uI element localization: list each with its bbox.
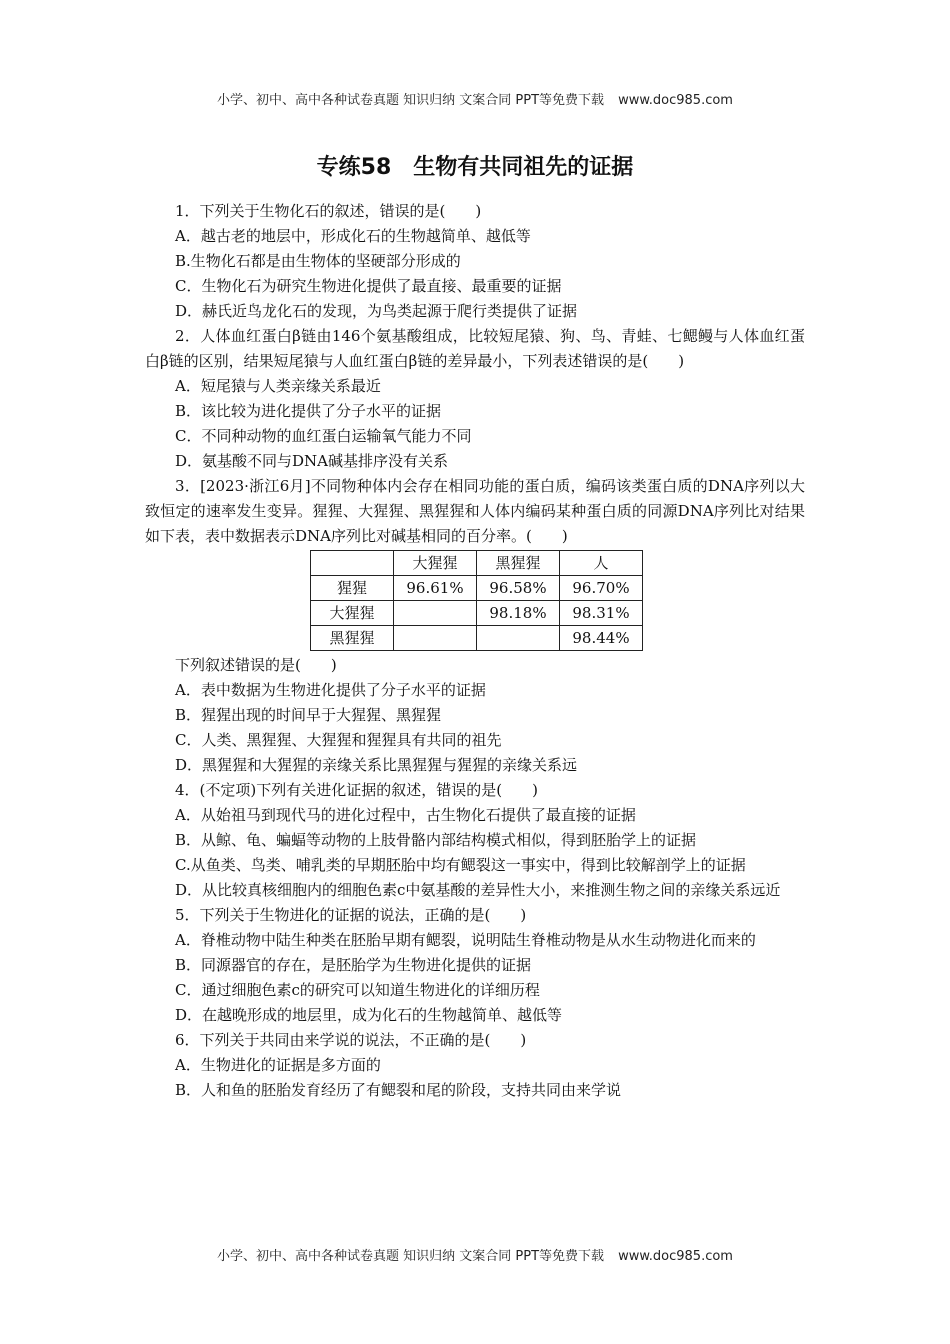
question-1-option-c: C．生物化石为研究生物进化提供了最直接、最重要的证据 — [175, 277, 562, 295]
table-cell — [477, 626, 560, 651]
table-cell: 96.70% — [560, 576, 643, 601]
table-cell: 96.61% — [394, 576, 477, 601]
question-2-option-d: D．氨基酸不同与DNA碱基排序没有关系 — [175, 452, 449, 470]
dna-comparison-table — [310, 550, 643, 651]
header-text: 小学、初中、高中各种试卷真题 知识归纳 文案合同 PPT等免费下载 — [217, 93, 605, 108]
page-footer — [0, 1245, 950, 1264]
question-1-option-d: D．赫氏近鸟龙化石的发现，为鸟类起源于爬行类提供了证据 — [175, 302, 578, 320]
question-4-option-c: C.从鱼类、鸟类、哺乳类的早期胚胎中均有鳃裂这一事实中，得到比较解剖学上的证据 — [175, 856, 746, 874]
table-cell — [394, 601, 477, 626]
question-3-option-a: A．表中数据为生物进化提供了分子水平的证据 — [175, 681, 486, 699]
question-4-option-a: A．从始祖马到现代马的进化过程中，古生物化石提供了最直接的证据 — [175, 806, 636, 824]
table-cell: 96.58% — [477, 576, 560, 601]
page-header — [0, 89, 950, 108]
question-3-option-c: C．人类、黑猩猩、大猩猩和猩猩具有共同的祖先 — [175, 731, 502, 749]
table-row — [311, 626, 643, 651]
header-site[interactable]: www.doc985.com — [618, 93, 733, 108]
question-5-option-c: C．通过细胞色素c的研究可以知道生物进化的详细历程 — [175, 981, 540, 999]
table-row — [311, 601, 643, 626]
footer-text: 小学、初中、高中各种试卷真题 知识归纳 文案合同 PPT等免费下载 — [217, 1249, 605, 1264]
title-main: 生物有共同祖先的证据 — [413, 155, 634, 180]
question-4-option-d: D．从比较真核细胞内的细胞色素c中氨基酸的差异性大小，来推测生物之间的亲缘关系远近 — [175, 881, 781, 899]
question-2-stem: 2．人体血红蛋白β链由146个氨基酸组成，比较短尾猿、狗、鸟、青蛙、七鳃鳗与人体血红蛋白β链的区别，结果短尾猿与人血红蛋白β链的差异最小，下列表述错误的是( ) — [145, 327, 805, 370]
table-header-cell — [311, 551, 394, 576]
question-5-stem: 5．下列关于生物进化的证据的说法，正确的是( ) — [175, 906, 527, 924]
title-prefix: 专练58 — [316, 155, 392, 180]
question-1-stem: 1．下列关于生物化石的叙述，错误的是( ) — [175, 202, 482, 220]
table-row — [311, 576, 643, 601]
table-cell: 98.44% — [560, 626, 643, 651]
question-5-option-b: B．同源器官的存在，是胚胎学为生物进化提供的证据 — [175, 956, 532, 974]
question-3-option-b: B．猩猩出现的时间早于大猩猩、黑猩猩 — [175, 706, 442, 724]
question-4-option-b: B．从鲸、龟、蝙蝠等动物的上肢骨骼内部结构模式相似，得到胚胎学上的证据 — [175, 831, 697, 849]
table-cell: 大猩猩 — [311, 601, 394, 626]
table-cell: 98.18% — [477, 601, 560, 626]
question-1-option-b: B.生物化石都是由生物体的坚硬部分形成的 — [175, 252, 461, 270]
question-4-stem: 4．(不定项)下列有关进化证据的叙述，错误的是( ) — [175, 781, 538, 799]
page-title — [0, 150, 950, 181]
table-cell — [394, 626, 477, 651]
question-5-option-a: A．脊椎动物中陆生种类在胚胎早期有鳃裂，说明陆生脊椎动物是从水生动物进化而来的 — [175, 931, 756, 949]
question-2-option-c: C．不同种动物的血红蛋白运输氧气能力不同 — [175, 427, 472, 445]
exercise-content — [145, 199, 805, 1103]
table-cell: 98.31% — [560, 601, 643, 626]
table-header-cell: 黑猩猩 — [477, 551, 560, 576]
table-cell: 黑猩猩 — [311, 626, 394, 651]
question-1-option-a: A．越古老的地层中，形成化石的生物越简单、越低等 — [175, 227, 531, 245]
question-2-option-b: B．该比较为进化提供了分子水平的证据 — [175, 402, 442, 420]
table-header-row — [311, 551, 643, 576]
footer-site[interactable]: www.doc985.com — [618, 1249, 733, 1264]
table-header-cell: 大猩猩 — [394, 551, 477, 576]
table-header-cell: 人 — [560, 551, 643, 576]
question-6-option-a: A．生物进化的证据是多方面的 — [175, 1056, 381, 1074]
question-3-option-d: D．黑猩猩和大猩猩的亲缘关系比黑猩猩与猩猩的亲缘关系远 — [175, 756, 578, 774]
question-3-lead: 下列叙述错误的是( ) — [175, 656, 337, 674]
table-cell: 猩猩 — [311, 576, 394, 601]
question-2-option-a: A．短尾猿与人类亲缘关系最近 — [175, 377, 381, 395]
question-6-stem: 6．下列关于共同由来学说的说法，不正确的是( ) — [175, 1031, 527, 1049]
question-6-option-b: B．人和鱼的胚胎发育经历了有鳃裂和尾的阶段，支持共同由来学说 — [175, 1081, 622, 1099]
question-5-option-d: D．在越晚形成的地层里，成为化石的生物越简单、越低等 — [175, 1006, 563, 1024]
question-3-stem: 3．[2023·浙江6月]不同物种体内会存在相同功能的蛋白质，编码该类蛋白质的DNA序列以大致恒定的速率发生变异。猩猩、大猩猩、黑猩猩和人体内编码某种蛋白质的同源DNA序列比对结果如下表，表中数据表示DNA序列比对碱基相同的百分率。( ) — [145, 477, 805, 545]
